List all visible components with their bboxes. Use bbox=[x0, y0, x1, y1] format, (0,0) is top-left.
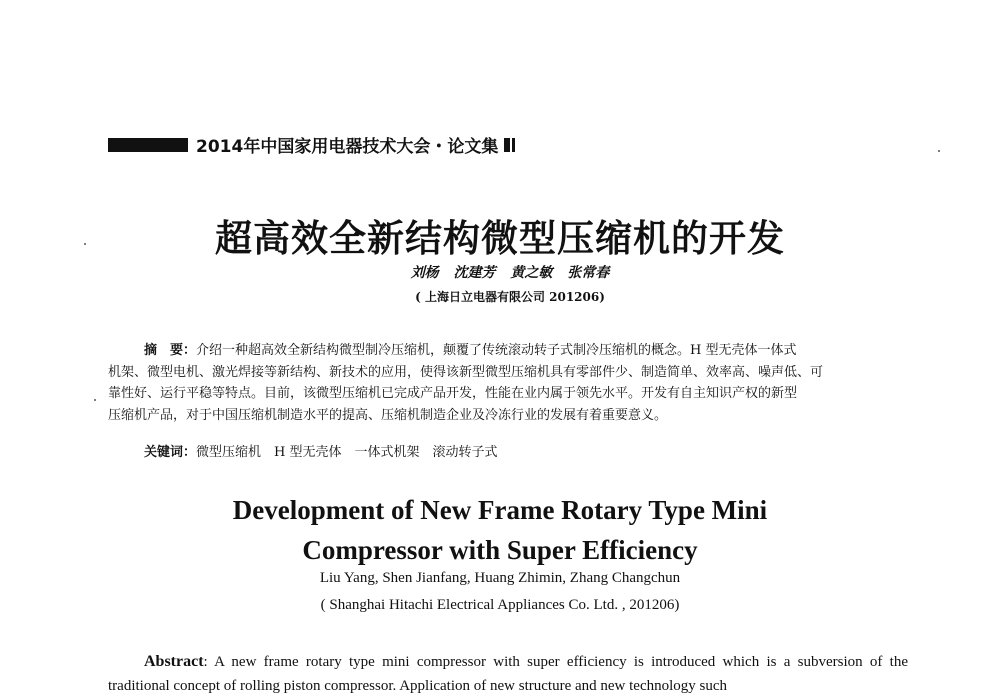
english-abstract bbox=[108, 650, 908, 698]
chinese-affiliation: ( 上海日立电器有限公司 201206) bbox=[415, 290, 605, 304]
chinese-abstract-line: 摘 要：介绍一种超高效全新结构微型制冷压缩机，颠覆了传统滚动转子式制冷压缩机的概念。H 型无壳体一体式 bbox=[144, 343, 797, 358]
chinese-keywords-label: 关键词： bbox=[144, 445, 197, 460]
chinese-abstract bbox=[108, 340, 908, 426]
chinese-keywords-text: 微型压缩机 H 型无壳体 一体式机架 滚动转子式 bbox=[196, 445, 498, 460]
scan-speck bbox=[938, 150, 940, 152]
chinese-abstract-label: 摘 要： bbox=[144, 343, 197, 358]
scan-speck bbox=[94, 399, 96, 401]
english-title-line: Development of New Frame Rotary Type Mini bbox=[232, 495, 768, 525]
english-affiliation: ( Shanghai Hitachi Electrical Appliances Co. Ltd. , 201206) bbox=[320, 597, 680, 613]
english-abstract-text: : A new frame rotary type mini compressor with super efficiency is introduced which is a subversion of the traditional concept of rolling piston compressor. Application of new structure and new technology such bbox=[108, 654, 908, 694]
chinese-abstract-line: 压缩机产品，对于中国压缩机制造水平的提高、压缩机制造企业及冷冻行业的发展有着重要意义。 bbox=[108, 407, 668, 423]
chinese-authors: 刘杨 沈建芳 黄之敏 张常春 bbox=[410, 265, 610, 281]
english-abstract-label: Abstract bbox=[144, 653, 204, 670]
header-bar-right bbox=[504, 138, 515, 152]
chinese-title: 超高效全新结构微型压缩机的开发 bbox=[215, 216, 785, 260]
header-bar-left bbox=[108, 138, 188, 152]
chinese-abstract-line: 靠性好、运行平稳等特点。目前，该微型压缩机已完成产品开发，性能在业内属于领先水平。开发有自主知识产权的新型 bbox=[108, 386, 798, 401]
chinese-abstract-line: 机架、微型电机、激光焊接等新结构、新技术的应用，使得该新型微型压缩机具有零部件少、制造简单、效率高、噪声低、可 bbox=[108, 364, 824, 380]
english-title-line: Compressor with Super Efficiency bbox=[302, 535, 698, 565]
chinese-keywords bbox=[144, 441, 498, 460]
english-authors: Liu Yang, Shen Jianfang, Huang Zhimin, Zhang Changchun bbox=[319, 570, 681, 586]
conference-name: 2014年中国家用电器技术大会・论文集 bbox=[196, 137, 499, 157]
scan-speck bbox=[84, 243, 86, 245]
english-title bbox=[0, 490, 1000, 570]
conference-header bbox=[108, 132, 515, 157]
